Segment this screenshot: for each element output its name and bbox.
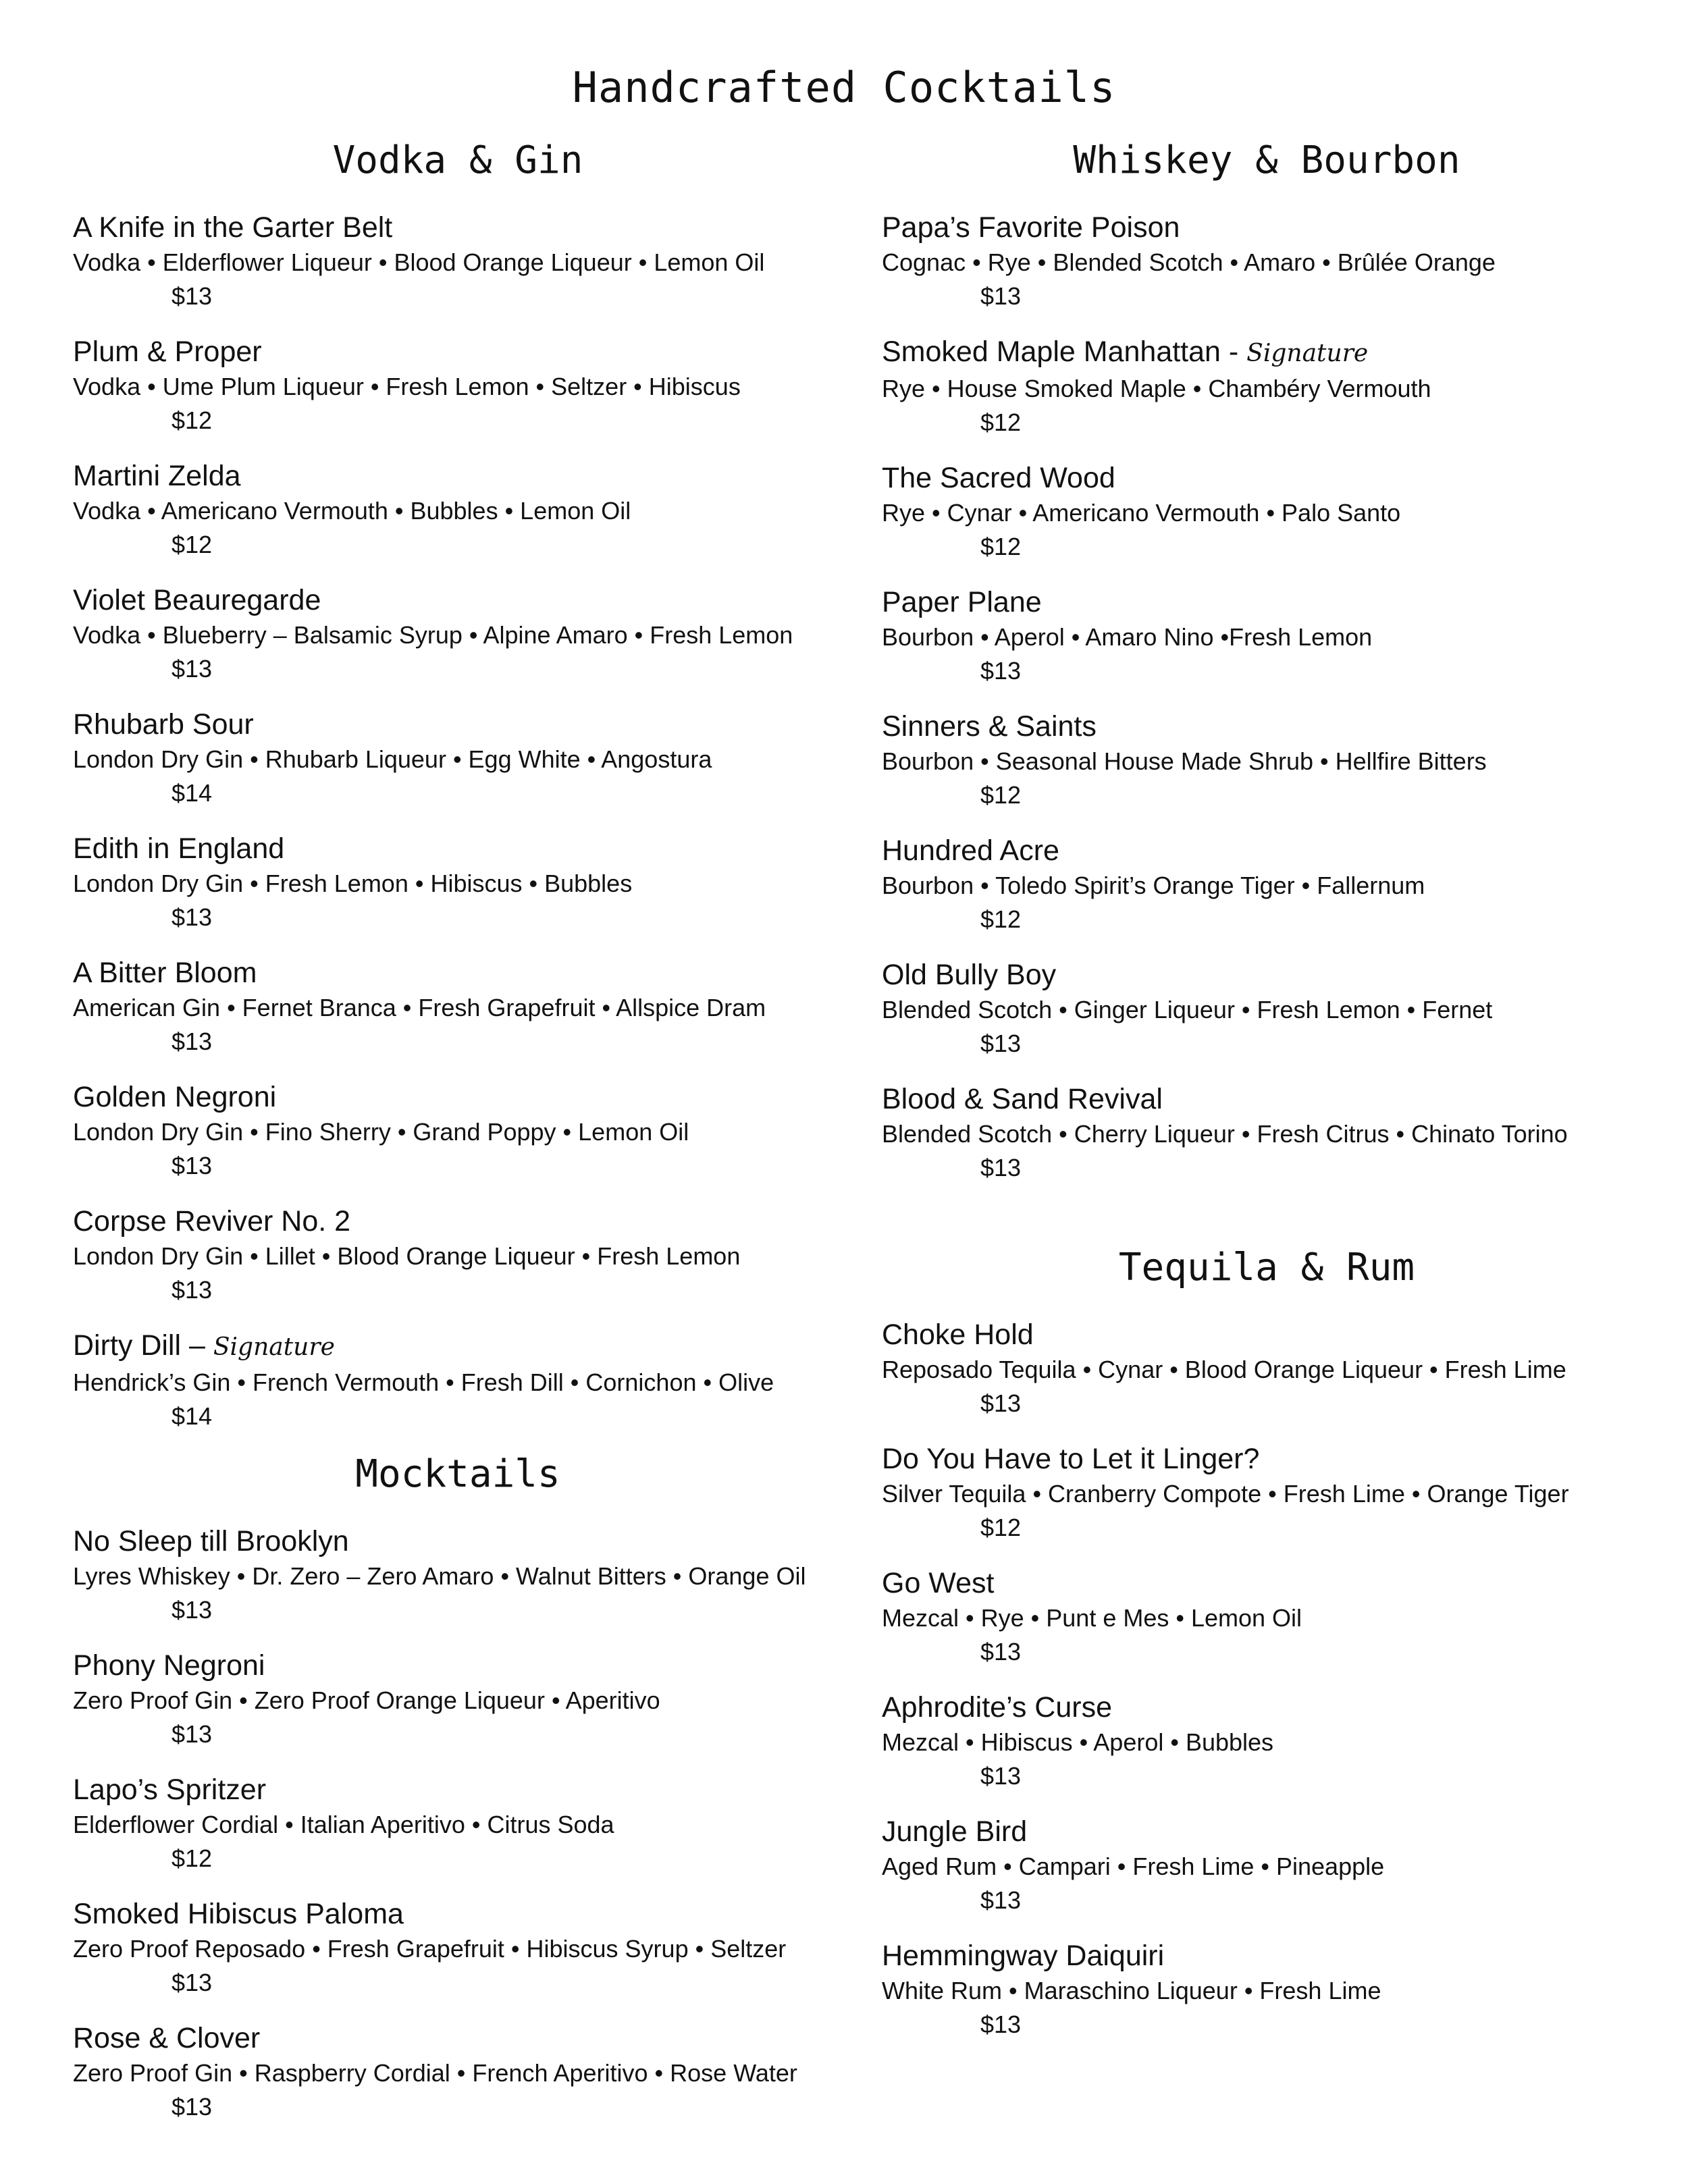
menu-item-name [73,582,843,618]
menu-item-price: $12 [980,1514,1022,1541]
menu-item-ingredients: Hendrick’s Gin • French Vermouth • Fresh Dill • Cornichon • Olive [73,1368,774,1396]
menu-item-name [73,955,843,991]
menu-item-list [882,209,1652,1185]
menu-item [73,1327,843,1433]
menu-item-price: $14 [172,779,213,807]
menu-item-name-text: Plum & Proper [73,336,262,368]
menu-item [882,1689,1652,1793]
menu-item-price: $13 [172,1152,213,1179]
menu-item-ingredients: Silver Tequila • Cranberry Compote • Fresh Lime • Orange Tiger [882,1480,1569,1508]
menu-item-price: $12 [172,1844,213,1872]
menu-item-price: $13 [172,1596,213,1624]
menu-item-name [73,1647,843,1684]
menu-item-name [882,1689,1652,1726]
menu-item-price: $13 [980,1389,1022,1417]
menu-item-name [73,1523,843,1560]
menu-item-ingredients: Mezcal • Rye • Punt e Mes • Lemon Oil [882,1604,1302,1632]
menu-item-price: $13 [172,655,213,683]
menu-item [882,584,1652,688]
menu-item-name-text: A Bitter Bloom [73,957,257,989]
menu-item-name-text: Violet Beauregarde [73,584,321,616]
menu-item [882,1938,1652,2042]
menu-item-name [882,1081,1652,1117]
menu-item-name-text: A Knife in the Garter Belt [73,211,393,244]
page-title: Handcrafted Cocktails [572,63,1116,112]
menu-item-name [73,458,843,494]
menu-item-price: $13 [172,2093,213,2121]
menu-item [73,1896,843,2000]
menu-item-name-text: Do You Have to Let it Linger? [882,1443,1260,1475]
menu-item-name-text: Golden Negroni [73,1081,277,1113]
menu-item-ingredients: London Dry Gin • Fino Sherry • Grand Poppy • Lemon Oil [73,1118,689,1146]
menu-item-name-text: Jungle Bird [882,1815,1028,1848]
menu-item-name [73,209,843,246]
menu-item-name [73,830,843,867]
menu-item [882,1441,1652,1545]
menu-item-price: $13 [172,903,213,931]
menu-item [73,1772,843,1875]
menu-item [882,832,1652,936]
menu-item-name-text: Papa’s Favorite Poison [882,211,1180,244]
menu-item-name-text: The Sacred Wood [882,462,1115,494]
menu-item-ingredients: Cognac • Rye • Blended Scotch • Amaro • Brûlée Orange [882,248,1496,276]
menu-item-name [73,1079,843,1115]
menu-item [882,460,1652,564]
menu-item-name [882,460,1652,496]
section-heading: Mocktails [355,1452,560,1496]
menu-item-ingredients: Bourbon • Seasonal House Made Shrub • Hellfire Bitters [882,747,1487,775]
menu-item-name-text: Martini Zelda [73,460,241,492]
menu-item-name-text: Lapo’s Spritzer [73,1774,267,1806]
menu-item-ingredients: Blended Scotch • Cherry Liqueur • Fresh Citrus • Chinato Torino [882,1120,1568,1148]
menu-item-ingredients: London Dry Gin • Fresh Lemon • Hibiscus • Bubbles [73,870,633,897]
menu-item [882,957,1652,1061]
menu-item [882,1316,1652,1420]
menu-item-ingredients: Rye • Cynar • Americano Vermouth • Palo Santo [882,499,1401,527]
menu-item-price: $13 [980,1154,1022,1181]
menu-item [73,209,843,313]
menu-item-name-text: Go West [882,1567,995,1599]
section-tequila-rum [882,1242,1652,2062]
menu-item [73,1647,843,1751]
menu-item [882,1565,1652,1669]
menu-item-list [73,209,843,1433]
menu-item-price: $13 [980,1886,1022,1914]
menu-item-ingredients: Bourbon • Aperol • Amaro Nino •Fresh Lemon [882,623,1373,651]
menu-item [73,1079,843,1183]
signature-label: Signature [1246,340,1369,367]
menu-item [882,209,1652,313]
menu-item-price: $12 [980,781,1022,809]
menu-item-price: $12 [980,408,1022,436]
menu-item-name-text: Old Bully Boy [882,959,1057,991]
menu-item-ingredients: Lyres Whiskey • Dr. Zero – Zero Amaro • Walnut Bitters • Orange Oil [73,1562,806,1590]
menu-item-ingredients: American Gin • Fernet Branca • Fresh Grapefruit • Allspice Dram [73,994,766,1021]
menu-item [882,1081,1652,1185]
menu-item-name-text: Dirty Dill – [73,1329,213,1362]
menu-item-list [882,1316,1652,2042]
menu-item-name [73,1327,843,1366]
menu-item-price: $13 [172,1276,213,1304]
menu-item-name-text: Hundred Acre [882,834,1059,867]
menu-item [73,1203,843,1307]
menu-item-name-text: Corpse Reviver No. 2 [73,1205,351,1237]
section-vodka-gin [73,135,843,1454]
menu-item-name-text: Aphrodite’s Curse [882,1691,1112,1724]
menu-item-name-text: Phony Negroni [73,1649,265,1682]
menu-item [882,1813,1652,1917]
menu-item [73,1523,843,1627]
menu-item-price: $13 [980,1638,1022,1666]
menu-item-name [882,1813,1652,1850]
menu-item-name [882,708,1652,745]
menu-item-name-text: No Sleep till Brooklyn [73,1525,349,1557]
menu-item-list [73,1523,843,2124]
menu-item-name-text: Blood & Sand Revival [882,1083,1163,1115]
menu-item-ingredients: Vodka • Ume Plum Liqueur • Fresh Lemon • Seltzer • Hibiscus [73,373,741,400]
menu-item-name [882,1565,1652,1601]
menu-item-ingredients: Bourbon • Toledo Spirit’s Orange Tiger • Fallernum [882,872,1425,899]
menu-item-ingredients: White Rum • Maraschino Liqueur • Fresh Lime [882,1977,1381,2004]
menu-item-ingredients: Aged Rum • Campari • Fresh Lime • Pineapple [882,1853,1385,1880]
menu-item-ingredients: London Dry Gin • Lillet • Blood Orange Liqueur • Fresh Lemon [73,1242,741,1270]
menu-item-price: $13 [980,1762,1022,1790]
menu-item-name [882,957,1652,993]
menu-item-ingredients: Rye • House Smoked Maple • Chambéry Vermouth [882,375,1431,402]
section-heading: Tequila & Rum [1118,1246,1415,1289]
menu-item-price: $13 [980,2010,1022,2038]
menu-item-ingredients: Vodka • Elderflower Liqueur • Blood Orange Liqueur • Lemon Oil [73,248,765,276]
menu-item-name [882,584,1652,620]
menu-item-name-text: Smoked Maple Manhattan - [882,336,1247,368]
menu-item [882,708,1652,812]
menu-item-price: $13 [980,657,1022,685]
menu-item-price: $13 [172,1720,213,1748]
menu-item [73,334,843,437]
menu-item [73,706,843,810]
menu-item-price: $12 [172,531,213,558]
menu-item-name [73,334,843,370]
menu-item [73,830,843,934]
menu-item-ingredients: Zero Proof Reposado • Fresh Grapefruit • Hibiscus Syrup • Seltzer [73,1935,787,1963]
signature-label: Signature [213,1333,335,1361]
menu-item [73,2020,843,2124]
menu-item-name-text: Paper Plane [882,586,1042,618]
menu-item-ingredients: Vodka • Blueberry – Balsamic Syrup • Alpine Amaro • Fresh Lemon [73,621,793,649]
menu-item-price: $13 [980,1030,1022,1057]
menu-item-ingredients: Zero Proof Gin • Zero Proof Orange Liqueur • Aperitivo [73,1686,660,1714]
menu-item-name [73,1203,843,1240]
menu-item-ingredients: Blended Scotch • Ginger Liqueur • Fresh Lemon • Fernet [882,996,1493,1023]
menu-item-ingredients: Reposado Tequila • Cynar • Blood Orange Liqueur • Fresh Lime [882,1356,1566,1383]
menu-item-ingredients: Mezcal • Hibiscus • Aperol • Bubbles [882,1728,1274,1756]
menu-item-name-text: Hemmingway Daiquiri [882,1940,1165,1972]
menu-item-ingredients: Vodka • Americano Vermouth • Bubbles • Lemon Oil [73,497,631,525]
menu-item [73,582,843,686]
menu-item-ingredients: London Dry Gin • Rhubarb Liqueur • Egg White • Angostura [73,745,712,773]
menu-item-name [882,832,1652,869]
menu-item-price: $13 [980,282,1022,310]
menu-item-name [73,1772,843,1808]
menu-item-name-text: Smoked Hibiscus Paloma [73,1898,404,1930]
menu-item-price: $12 [980,533,1022,560]
section-heading: Whiskey & Bourbon [1073,138,1460,182]
section-heading: Vodka & Gin [332,138,583,182]
menu-item-ingredients: Elderflower Cordial • Italian Aperitivo • Citrus Soda [73,1811,614,1838]
menu-item-name-text: Sinners & Saints [882,710,1097,743]
menu-item-name-text: Rose & Clover [73,2022,261,2054]
menu-item-name-text: Edith in England [73,832,285,865]
menu-item-price: $13 [172,1969,213,1996]
section-whiskey-bourbon [882,135,1652,1205]
menu-item-price: $14 [172,1402,213,1430]
menu-item-price: $13 [172,282,213,310]
menu-item-price: $12 [980,905,1022,933]
menu-item-name [882,1316,1652,1353]
menu-item [73,955,843,1059]
menu-item [882,334,1652,440]
menu-item-name [73,1896,843,1932]
menu-item-name-text: Choke Hold [882,1319,1034,1351]
menu-item-name [882,1441,1652,1477]
menu-item-name [882,1938,1652,1974]
menu-item-name [882,209,1652,246]
menu-item [73,458,843,562]
menu-item-ingredients: Zero Proof Gin • Raspberry Cordial • French Aperitivo • Rose Water [73,2059,797,2087]
menu-item-name-text: Rhubarb Sour [73,708,254,741]
section-mocktails [73,1449,843,2144]
menu-item-name [73,706,843,743]
menu-item-name [882,334,1652,372]
menu-item-name [73,2020,843,2056]
menu-item-price: $13 [172,1028,213,1055]
menu-item-price: $12 [172,406,213,434]
